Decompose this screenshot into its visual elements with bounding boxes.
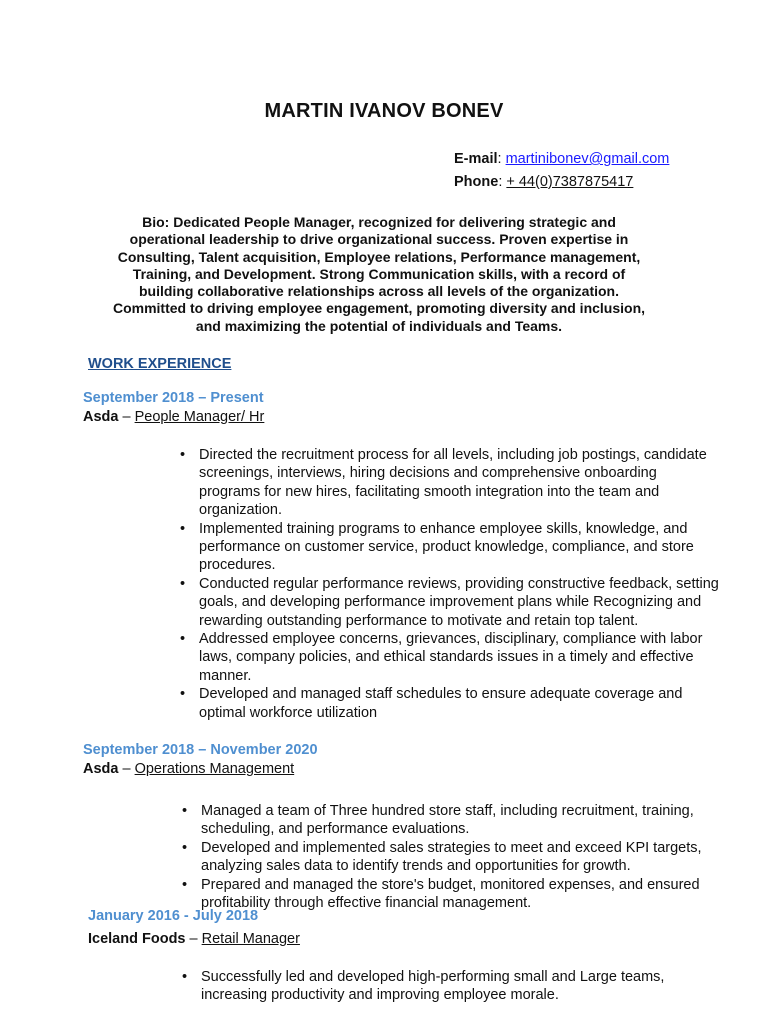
- bio-line: Consulting, Talent acquisition, Employee relations, Performance management,: [117, 248, 641, 265]
- bio-paragraph: [86, 214, 672, 335]
- job-bullets: [182, 802, 732, 912]
- job-bullet: • Managed a team of Three hundred store staff, including recruitment, training, scheduling, and performance evaluations.: [182, 802, 732, 839]
- job-bullet: • Developed and implemented sales strategies to meet and exceed KPI targets, analyzing sales data to identify trends and opportunities for growth.: [182, 839, 732, 876]
- job-company: Asda: [83, 409, 119, 425]
- job-bullet: • Directed the recruitment process for all levels, including job postings, candidate screenings, interviews, hiring decisions and comprehensive onboarding programs for new hires, facilitating smooth integration into the team and organization.: [180, 446, 720, 520]
- bio-line: and maximizing the potential of individuals and Teams.: [195, 317, 563, 334]
- job-bullet: • Conducted regular performance reviews, providing constructive feedback, setting goals, and developing performance improvement plans while Recognizing and rewarding outstanding performance to motivate and retain top talent.: [180, 575, 720, 630]
- phone-value[interactable]: + 44(0)7387875417: [506, 174, 634, 190]
- job-bullets: [180, 446, 720, 722]
- job-date: January 2016 - July 2018: [88, 908, 259, 924]
- job-bullet: • Prepared and managed the store's budget, monitored expenses, and ensured profitability through effective financial management.: [182, 876, 732, 913]
- bio-line: Training, and Development. Strong Communication skills, with a record of: [132, 265, 626, 282]
- job-role: Operations Management: [134, 761, 295, 777]
- work-experience-heading: WORK EXPERIENCE: [88, 356, 232, 372]
- job-bullets: [182, 968, 732, 1005]
- job-title: [83, 761, 294, 777]
- email-link[interactable]: martinibonev@gmail.com: [505, 151, 670, 167]
- bio-line: operational leadership to drive organizational success. Proven expertise in: [129, 231, 629, 248]
- job-separator: –: [185, 931, 202, 947]
- job-role: People Manager/ Hr: [134, 409, 265, 425]
- phone-line: Phone: + 44(0)7387875417: [454, 174, 634, 190]
- job-date: September 2018 – November 2020: [83, 742, 318, 758]
- job-bullet: • Implemented training programs to enhance employee skills, knowledge, and performance on customer service, product knowledge, compliance, and store procedures.: [180, 520, 720, 575]
- bio-line: building collaborative relationships across all levels of the organization.: [139, 283, 619, 300]
- job-bullet: • Addressed employee concerns, grievances, disciplinary, compliance with labor laws, company policies, and ethical standards issues in a timely and effective manner.: [180, 630, 720, 685]
- job-title: [88, 931, 300, 947]
- bio-line: Committed to driving employee engagement, promoting diversity and inclusion,: [112, 300, 646, 317]
- phone-label: Phone: [454, 174, 499, 190]
- job-role: Retail Manager: [201, 931, 300, 947]
- bio-line: Bio: Dedicated People Manager, recognized for delivering strategic and: [142, 214, 616, 230]
- email-line: E-mail: martinibonev@gmail.com: [454, 151, 670, 167]
- job-bullet: • Successfully led and developed high-performing small and Large teams, increasing productivity and improving employee morale.: [182, 968, 732, 1005]
- job-company: Asda: [83, 761, 119, 777]
- email-label: E-mail: [454, 151, 498, 167]
- job-separator: –: [118, 761, 135, 777]
- job-title: [83, 409, 264, 425]
- job-separator: –: [118, 409, 135, 425]
- job-company: Iceland Foods: [88, 931, 186, 947]
- resume-name: MARTIN IVANOV BONEV: [264, 100, 504, 122]
- job-date: September 2018 – Present: [83, 390, 264, 406]
- job-bullet: • Developed and managed staff schedules to ensure adequate coverage and optimal workforce utilization: [180, 685, 720, 722]
